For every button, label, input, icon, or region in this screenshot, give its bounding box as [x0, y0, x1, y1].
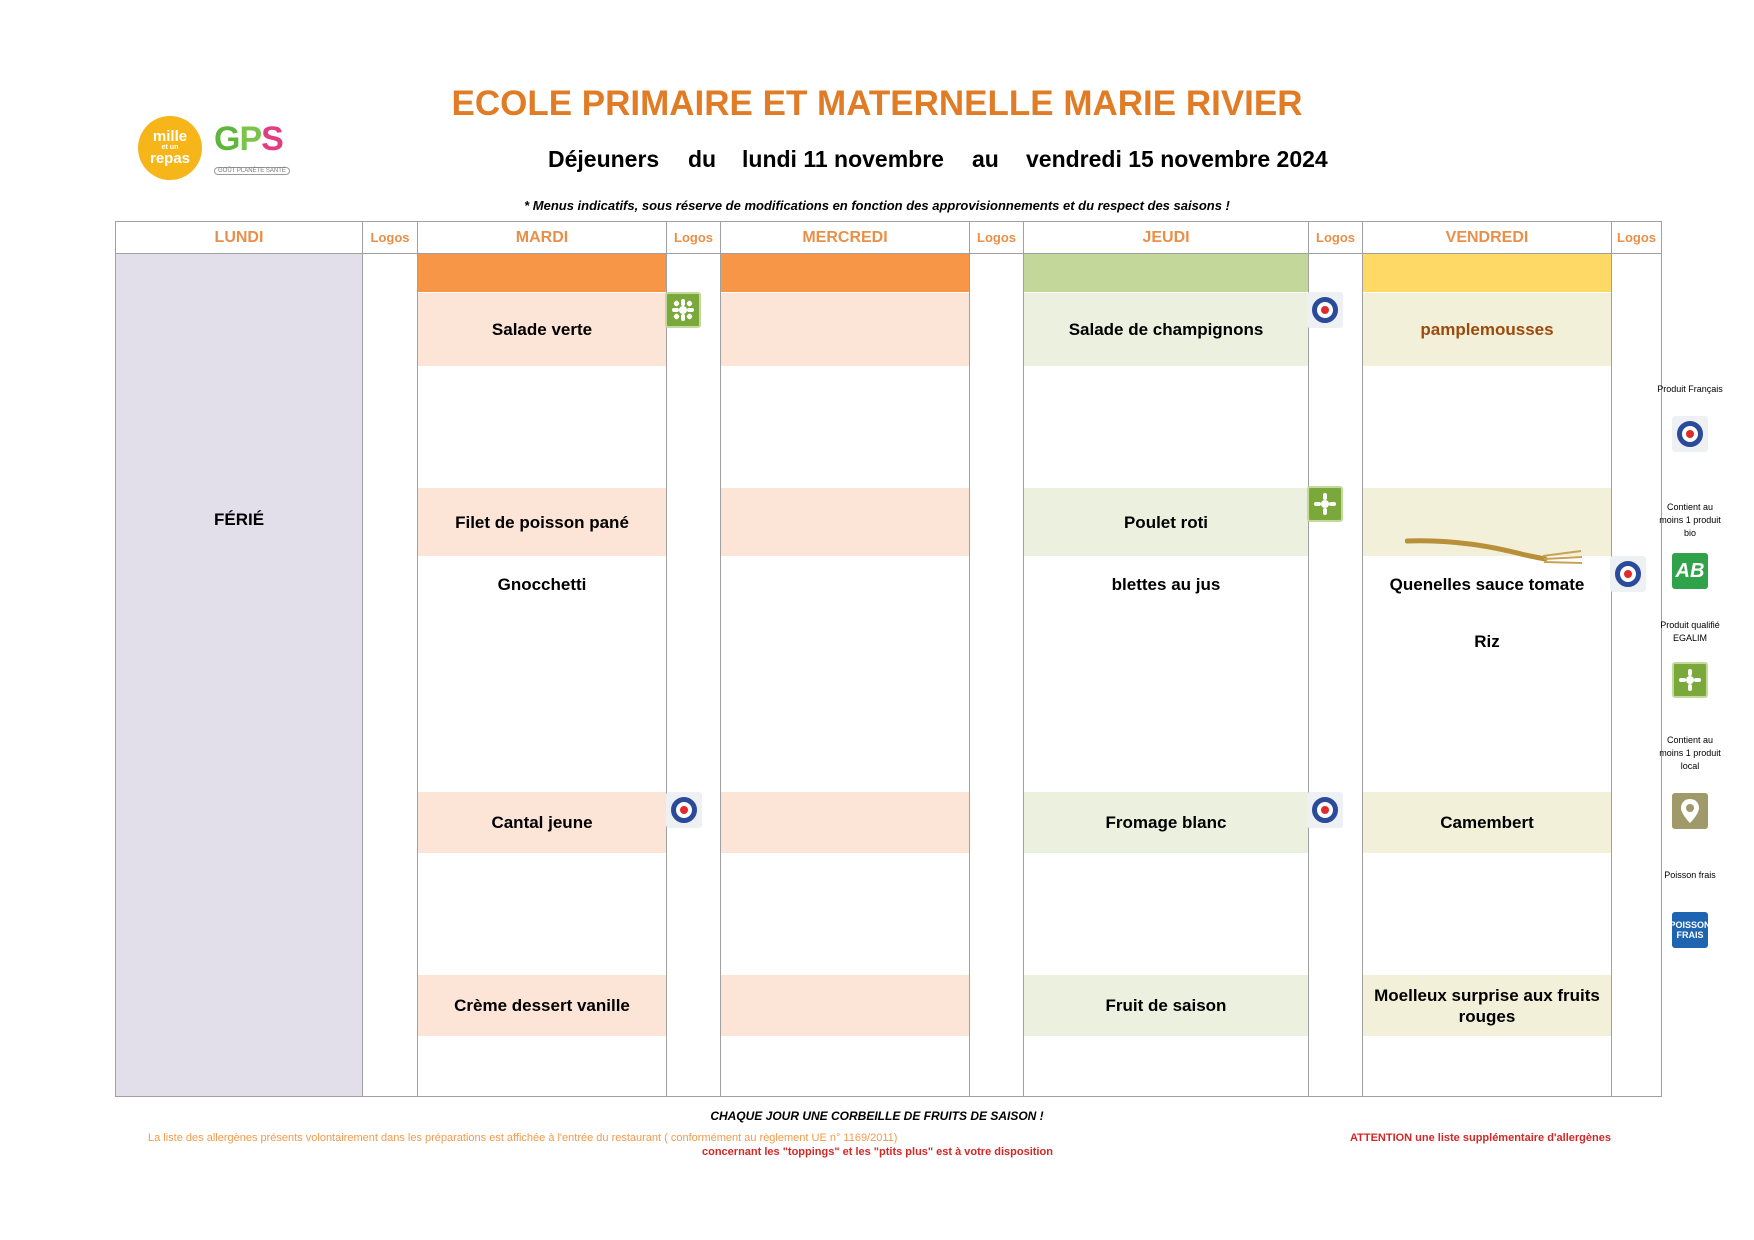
mardi-fromage: Cantal jeune [418, 792, 666, 853]
produit-francais-icon [1307, 792, 1343, 828]
mardi-dessert: Crème dessert vanille [418, 975, 666, 1036]
col-divider [1362, 221, 1363, 1097]
col-divider [1308, 221, 1309, 1097]
legend-poisson-label: Poisson frais [1664, 870, 1716, 880]
col-divider [362, 221, 363, 1097]
header-vendredi: VENDREDI [1445, 228, 1529, 246]
vendredi-entree: pamplemousses [1363, 293, 1611, 366]
legend-egalim-label: Produit qualifié EGALIM [1660, 620, 1720, 643]
subtitle-au: au [972, 146, 999, 172]
produit-francais-icon [666, 792, 702, 828]
legend-bio-label: Contient au moins 1 produit bio [1659, 502, 1721, 538]
legend-francais-label: Produit Français [1657, 384, 1723, 394]
lundi-ferie: FÉRIÉ [213, 510, 265, 529]
mardi-plat: Filet de poisson pané [418, 488, 666, 556]
mille-et-un-repas-logo: mille et un repas [138, 116, 202, 180]
footer-attention: ATTENTION une liste supplémentaire d'allergènes [1350, 1132, 1611, 1144]
header-jeudi: JEUDI [1142, 228, 1190, 246]
header-logos: Logos [1617, 230, 1656, 245]
page-title: ECOLE PRIMAIRE ET MATERNELLE MARIE RIVIER [451, 84, 1303, 123]
egalim-icon [1307, 486, 1343, 522]
header-mercredi: MERCREDI [802, 228, 888, 246]
produit-francais-icon [1672, 416, 1708, 452]
mardi-accompagnement: Gnocchetti [497, 574, 587, 594]
subtitle-dejeuners: Déjeuners [548, 146, 660, 172]
footer-corbeille: CHAQUE JOUR UNE CORBEILLE DE FRUITS DE SAISON ! [710, 1109, 1044, 1123]
footer-allergenes: La liste des allergènes présents volontairement dans les préparations est affichée à l'entrée du restaurant ( conformément au règlement UE n° 1169/2011) [148, 1132, 898, 1144]
header-logos: Logos [370, 230, 410, 245]
location-pin-icon [1672, 793, 1708, 829]
header-mardi: MARDI [515, 228, 569, 246]
produit-francais-icon [1610, 556, 1646, 592]
mardi-entree: Salade verte [418, 293, 666, 366]
col-divider [417, 221, 418, 1097]
subtitle-end-date: vendredi 15 novembre 2024 [1026, 146, 1328, 172]
jeudi-dessert: Fruit de saison [1024, 975, 1308, 1036]
egalim-icon [1672, 662, 1708, 698]
poisson-frais-icon: POISSON FRAIS [1672, 912, 1708, 948]
jeudi-fromage: Fromage blanc [1024, 792, 1308, 853]
col-divider [969, 221, 970, 1097]
jeudi-accompagnement: blettes au jus [1111, 574, 1221, 594]
col-divider [720, 221, 721, 1097]
disclaimer-note: * Menus indicatifs, sous réserve de modifications en fonction des approvisionnements et du respect des saisons ! [524, 198, 1230, 213]
col-divider [1611, 221, 1612, 1097]
subtitle-du: du [688, 146, 717, 172]
egalim-icon [665, 292, 701, 328]
menu-grid [115, 221, 1662, 1097]
vendredi-dessert: Moelleux surprise aux fruits rouges [1363, 975, 1611, 1036]
produit-francais-icon [1307, 292, 1343, 328]
header-logos: Logos [674, 230, 713, 245]
header-divider [115, 253, 1662, 254]
col-divider [666, 221, 667, 1097]
agriculture-bio-icon: AB [1672, 553, 1708, 589]
col-divider [1023, 221, 1024, 1097]
vendredi-fromage: Camembert [1363, 792, 1611, 853]
vendredi-accompagnement: Riz [1474, 631, 1500, 651]
jeudi-entree: Salade de champignons [1024, 293, 1308, 366]
header-lundi: LUNDI [214, 228, 264, 246]
header-logos: Logos [977, 230, 1016, 245]
legend-local-label: Contient au moins 1 produit local [1659, 735, 1721, 771]
gps-logo: GPS GOÛT PLANÈTE SANTÉ [214, 120, 304, 176]
footer-toppings: concernant les "toppings" et les "ptits plus" est à votre disposition [702, 1146, 1053, 1158]
subtitle-start-date: lundi 11 novembre [742, 146, 944, 172]
vendredi-plat: Quenelles sauce tomate [1389, 574, 1585, 594]
jeudi-plat: Poulet roti [1024, 488, 1308, 556]
header-logos: Logos [1316, 230, 1355, 245]
